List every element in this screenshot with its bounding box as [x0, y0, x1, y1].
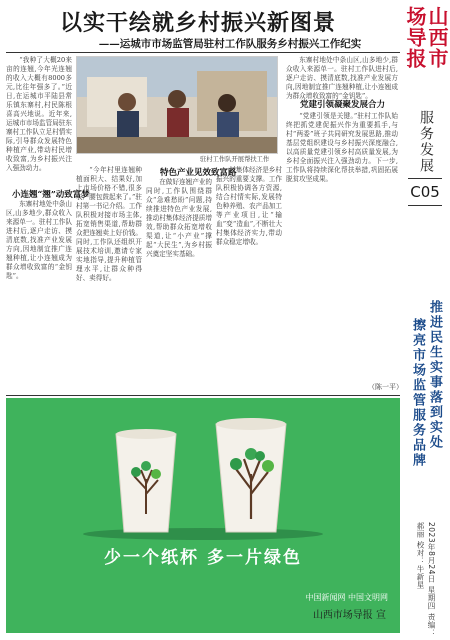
article-byline: （陈一平） — [368, 383, 403, 391]
article-column-5: “党建引领是关键。”驻村工作队始终把抓党建促振兴作为重要抓手,与村“两委”班子共同研究发展思路,推动基层党组织建设与乡村振兴深度融合,以高质量党建引领乡村高质量发展,为乡村全面振兴注入强劲动力。下一步,工作队将持续深化帮扶举措,巩固拓展脱贫攻坚成果。 — [286, 112, 398, 183]
logo-text: 山西市场导报 — [403, 6, 449, 69]
ad-sponsor-text: 山西市场导报 宣 — [312, 610, 386, 621]
photo-caption: 驻村工作队开展帮扶工作 — [200, 156, 270, 163]
header-divider — [6, 52, 400, 53]
article-column-4: 村集体经济是乡村振兴的重要支撑。工作队积极协调各方资源,结合村情实际,发展特色种养殖、农产品加工等产业项目,让“输血”变“造血”,不断壮大村集体经济实力,带动群众稳定增收。 — [216, 166, 282, 246]
section-divider — [408, 178, 442, 179]
dateline: 2023年8月24日 星期四 责编：郝丽 校对：牛新星 — [416, 522, 436, 637]
section-name: 服务发展 — [418, 110, 434, 174]
slogan-line-2: 擦亮市场监管服务品牌 — [410, 318, 425, 468]
subheading-2: 特色产业见效致富路 — [160, 168, 237, 178]
article-column-1-bottom: 东寨村地处中条山区,山多地少,群众收入来源单一。驻村工作队进村后,逐户走访、摸清底数,找准产业发展方向,因地制宜推广连翘种植,让小连翘成为群众增收致富的“金钥匙”。 — [6, 200, 72, 280]
section-divider-bottom — [408, 205, 442, 206]
headline: 以实干绘就乡村振兴新图景 — [59, 10, 336, 36]
subheading-3: 党建引领凝聚发展合力 — [300, 100, 386, 110]
page-number: C05 — [410, 183, 440, 201]
ad-slogan: 少一个纸杯 多一片绿色 — [104, 548, 302, 568]
advertisement-banner — [6, 398, 400, 633]
ad-divider — [6, 395, 400, 396]
photo-illustration — [77, 57, 277, 153]
ad-sponsor — [0, 606, 400, 621]
article-photo — [76, 56, 278, 154]
slogan-line-1: 推进民生实事落到实处 — [427, 300, 442, 450]
article-column-1-top: “我种了大概20来亩的连翘,今年光连翘的收入大概有8000多元,比往年强多了。”近日,在运城市平陆县常乐镇东寨村,村民陈根喜高兴地说。近年来,运城市市场监管局驻东寨村工作队立足村情实际,引导群众发展特色种植产业,带动村民增收致富,为乡村振兴注入强劲动力。 — [6, 56, 72, 172]
masthead-logo — [404, 6, 448, 78]
subheading-1: 小连翘“翘”动致富梦 — [12, 190, 90, 200]
vertical-slogan — [405, 300, 449, 505]
article-column-5-top: 东寨村地处中条山区,山多地少,群众收入来源单一。驻村工作队进村后,逐户走访、摸清底数,找准产业发展方向,因地制宜推广连翘种植,让小连翘成为群众增收致富的“金钥匙”。 — [286, 56, 398, 100]
ad-signoff: 中国新闻网 中国文明网 — [305, 593, 388, 602]
section-label — [408, 110, 442, 210]
article-column-3: 在做好连翘产业的同时,工作队围绕群众“急难愁盼”问题,持续推进特色产业发展,推动村集体经济提质增效,帮助群众拓宽增收渠道,让“小产业”撑起“大民生”,为乡村振兴奠定坚实基础。 — [146, 178, 212, 258]
article-column-2: “今年村里连翘种植面积大、结果好,加上市场价格不错,很多农户腰包鼓起来了。”驻村第一书记介绍。工作队积极对接市场主体,拓宽销售渠道,帮助群众把连翘卖上好价钱。同时,工作队还组织开展技术培训,邀请专家实地指导,提升种植管理水平,让群众种得好、卖得好。 — [76, 166, 143, 282]
paper-cups-illustration — [6, 404, 400, 544]
subhead: ——运城市市场监管局驻村工作队服务乡村振兴工作纪实 — [98, 38, 362, 50]
